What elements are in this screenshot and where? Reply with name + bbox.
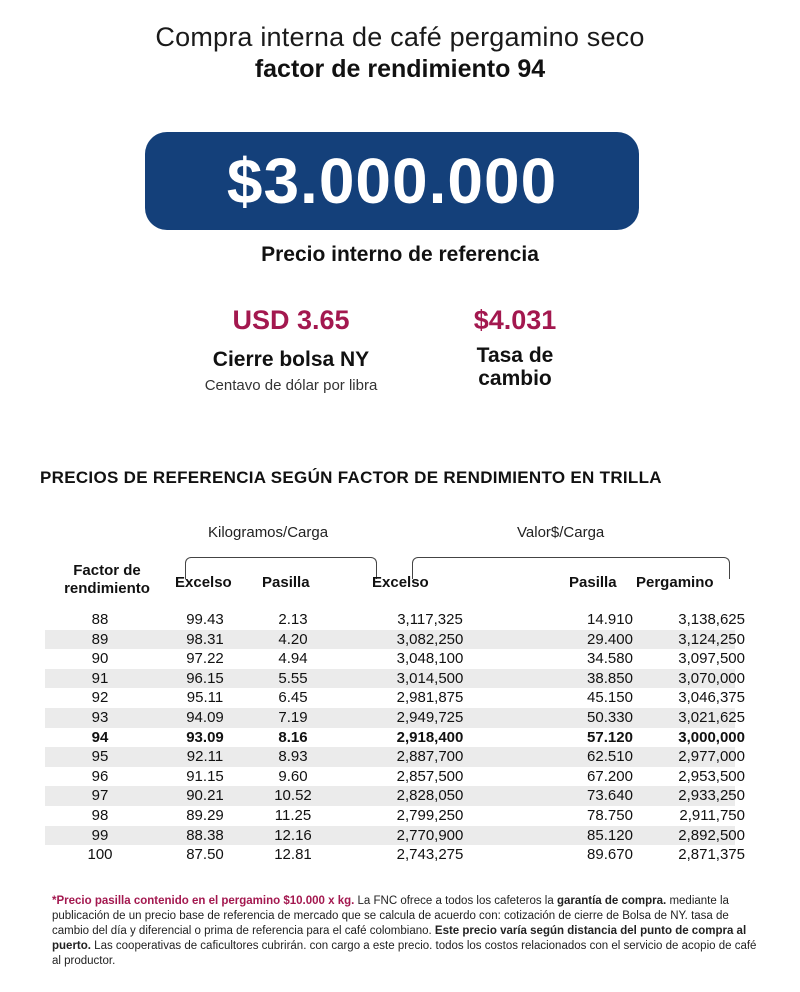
column-header-pasilla-kg: Pasilla (262, 574, 310, 591)
cell-pasilla-kg: 8.93 (278, 748, 308, 766)
cell-pasilla-value: 67.200 (587, 767, 633, 785)
ny-close-label: Cierre bolsa NY (212, 348, 370, 371)
cell-pasilla-value: 14.910 (587, 611, 633, 628)
cell-pergamino: 3,124,250 (678, 630, 745, 648)
column-header-factor (52, 562, 162, 598)
exchange-rate-label (450, 344, 580, 390)
cell-excelso-value: 2,949,725 (396, 708, 464, 726)
table-row (45, 669, 745, 689)
cell-factor: 89 (91, 630, 109, 648)
cell-pasilla-kg: 9.60 (278, 767, 308, 785)
cell-pergamino: 2,953,500 (678, 767, 745, 785)
cell-pergamino: 3,070,000 (678, 669, 745, 687)
cell-excelso-value: 3,048,100 (396, 650, 464, 668)
footnote-pasilla-note: *Precio pasilla contenido en el pergamino $10.000 x kg. (52, 895, 355, 907)
cell-pasilla-kg: 2.13 (278, 611, 308, 628)
table-row (45, 728, 745, 748)
cell-factor: 92 (91, 689, 109, 707)
footnote-text-2: mediante la publicación de un precio base de referencia de mercado que se calcula de acuerdo con: cotización de cierre de Bolsa de NY. tasa de cambio del día y diferencial o prima de referencia para el café colombiano. (52, 895, 729, 937)
table-row (45, 649, 745, 669)
cell-excelso-kg: 95.11 (186, 689, 224, 707)
cell-pasilla-value: 78.750 (587, 806, 633, 824)
cell-pasilla-value: 85.120 (587, 826, 633, 844)
ny-close-value: USD 3.65 (232, 305, 350, 335)
cell-excelso-value: 3,014,500 (396, 669, 464, 687)
footnote-guarantee: garantía de compra. (556, 895, 667, 907)
cell-pergamino: 2,933,250 (678, 787, 745, 805)
cell-pasilla-kg: 4.94 (278, 650, 308, 668)
cell-excelso-kg: 89.29 (186, 806, 224, 824)
cell-excelso-value: 2,918,400 (396, 728, 464, 746)
column-header-excelso-kg: Excelso (175, 574, 232, 591)
column-header-pasilla-value: Pasilla (569, 574, 617, 591)
column-header-factor-line-1: Factor de (73, 562, 141, 579)
cell-pergamino: 3,046,375 (678, 689, 745, 707)
cell-factor: 88 (91, 611, 109, 628)
cell-pergamino: 2,892,500 (678, 826, 745, 844)
table-row (45, 610, 745, 630)
ny-close-unit: Centavo de dólar por libra (204, 377, 378, 394)
table-row (45, 708, 745, 728)
table-row (45, 767, 745, 787)
exchange-rate-stat (450, 305, 580, 390)
cell-excelso-kg: 97.22 (186, 650, 224, 668)
cell-factor: 97 (91, 787, 109, 805)
cell-pergamino: 2,871,375 (678, 846, 745, 864)
cell-factor: 91 (91, 669, 109, 687)
cell-pergamino: 2,977,000 (678, 748, 745, 766)
cell-excelso-kg: 87.50 (186, 846, 224, 864)
cell-pergamino: 3,021,625 (678, 708, 745, 726)
cell-pasilla-value: 57.120 (587, 728, 633, 746)
column-header-factor-line-2: rendimiento (64, 580, 150, 597)
cell-pasilla-kg: 12.81 (274, 846, 312, 864)
cell-pergamino: 3,138,625 (678, 611, 745, 628)
cell-excelso-kg: 90.21 (186, 787, 224, 805)
exchange-rate-label-line-1: Tasa de (476, 344, 554, 367)
table-row (45, 826, 745, 846)
price-table (45, 610, 745, 865)
cell-factor: 98 (91, 806, 109, 824)
cell-pasilla-kg: 4.20 (278, 630, 308, 648)
table-title: PRECIOS DE REFERENCIA SEGÚN FACTOR DE RENDIMIENTO EN TRILLA (40, 468, 662, 487)
cell-pasilla-value: 29.400 (587, 630, 633, 648)
cell-pasilla-value: 73.640 (587, 787, 633, 805)
cell-pasilla-kg: 6.45 (278, 689, 308, 707)
group-header-value: Valor$/Carga (517, 524, 605, 541)
cell-factor: 94 (91, 728, 109, 746)
cell-excelso-value: 2,799,250 (396, 806, 464, 824)
cell-excelso-kg: 99.43 (186, 611, 224, 628)
cell-pasilla-value: 62.510 (587, 748, 633, 766)
cell-pasilla-value: 45.150 (587, 689, 633, 707)
exchange-rate-label-line-2: cambio (478, 367, 552, 390)
cell-excelso-value: 2,770,900 (396, 826, 464, 844)
table-row (45, 688, 745, 708)
table-row (45, 806, 745, 826)
cell-factor: 100 (87, 846, 113, 864)
cell-excelso-value: 2,828,050 (396, 787, 464, 805)
cell-pasilla-value: 89.670 (587, 846, 633, 864)
cell-factor: 99 (91, 826, 109, 844)
cell-pasilla-value: 38.850 (587, 669, 633, 687)
cell-excelso-kg: 96.15 (186, 669, 224, 687)
group-header-kilograms: Kilogramos/Carga (208, 524, 329, 541)
cell-excelso-kg: 92.11 (186, 748, 224, 766)
cell-pasilla-kg: 12.16 (274, 826, 312, 844)
cell-pasilla-kg: 5.55 (278, 669, 308, 687)
reference-price-caption: Precio interno de referencia (261, 243, 539, 266)
column-header-excelso-value: Excelso (372, 574, 429, 591)
cell-factor: 95 (91, 748, 109, 766)
title-line-2: factor de rendimiento 94 (254, 55, 546, 83)
exchange-rate-value: $4.031 (473, 305, 557, 335)
cell-pasilla-value: 50.330 (587, 708, 633, 726)
cell-pergamino: 3,097,500 (678, 650, 745, 668)
cell-excelso-value: 2,857,500 (396, 767, 464, 785)
table-row (45, 747, 745, 767)
reference-price-value: $3.000.000 (226, 145, 558, 217)
cell-factor: 96 (91, 767, 109, 785)
cell-factor: 93 (91, 708, 109, 726)
cell-excelso-kg: 88.38 (186, 826, 224, 844)
cell-pasilla-kg: 7.19 (278, 708, 308, 726)
cell-excelso-kg: 98.31 (186, 630, 224, 648)
header (0, 22, 800, 84)
footnote (52, 894, 758, 969)
cell-excelso-value: 3,082,250 (396, 630, 464, 648)
cell-excelso-value: 2,981,875 (396, 689, 464, 707)
cell-factor: 90 (91, 650, 109, 668)
footnote-text-3: Las cooperativas de caficultores cubrirán. con cargo a este precio. todos los costos relacionados con el servicio de acopio de café al productor. (52, 940, 757, 967)
column-header-pergamino: Pergamino (636, 574, 714, 591)
ny-close-stat (180, 305, 402, 394)
cell-pasilla-kg: 8.16 (278, 728, 308, 746)
cell-pasilla-kg: 11.25 (274, 806, 312, 824)
cell-pasilla-kg: 10.52 (274, 787, 312, 805)
cell-pergamino: 2,911,750 (679, 806, 745, 824)
cell-excelso-value: 2,743,275 (396, 846, 464, 864)
reference-price-banner (145, 132, 639, 230)
cell-excelso-kg: 93.09 (186, 728, 224, 746)
table-row (45, 786, 745, 806)
footnote-text-1: La FNC ofrece a todos los cafeteros la (354, 895, 557, 907)
cell-excelso-value: 3,117,325 (397, 611, 463, 628)
cell-excelso-kg: 91.15 (186, 767, 224, 785)
table-row (45, 845, 745, 865)
cell-pasilla-value: 34.580 (587, 650, 633, 668)
cell-excelso-kg: 94.09 (186, 708, 224, 726)
footnote-distance-note: Este precio varía según distancia del punto de compra al puerto. (52, 925, 747, 952)
title-line-1: Compra interna de café pergamino seco (155, 22, 645, 52)
cell-pergamino: 3,000,000 (678, 728, 745, 746)
table-row (45, 630, 745, 650)
cell-excelso-value: 2,887,700 (396, 748, 464, 766)
